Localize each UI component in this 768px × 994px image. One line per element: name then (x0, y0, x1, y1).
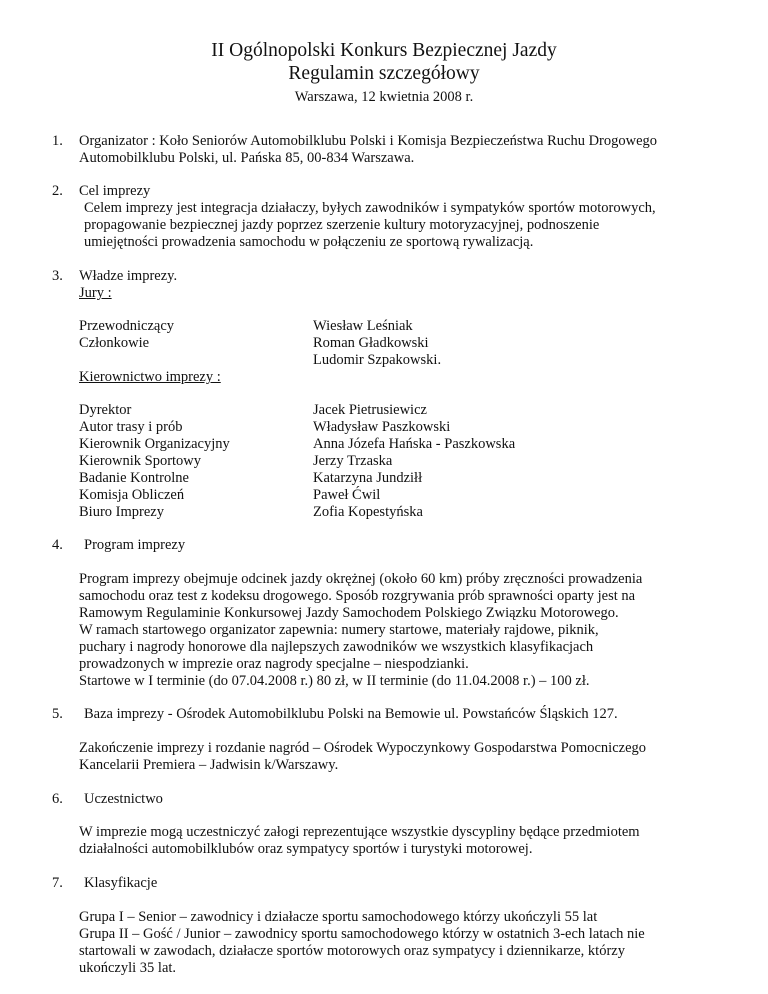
section-heading: Program imprezy (84, 537, 186, 553)
management-name: Paweł Ćwil (313, 487, 381, 503)
section-heading: Uczestnictwo (84, 791, 163, 807)
paragraph-line: działalności automobilklubów oraz sympatycy sportów i turystyki motorowej. (79, 841, 533, 857)
management-name: Zofia Kopestyńska (313, 504, 423, 520)
section-number: 4. (52, 537, 63, 553)
paragraph-line: samochodu oraz test z kodeksu drogowego. Sposób rozgrywania prób sprawności oparty jest na (79, 588, 636, 604)
management-role: Badanie Kontrolne (79, 470, 189, 486)
paragraph-line: umiejętności prowadzenia samochodu w połączeniu ze sportową rywalizacją. (84, 234, 534, 250)
section-number: 7. (52, 875, 63, 891)
section-heading: Klasyfikacje (84, 875, 158, 891)
jury-role: Członkowie (79, 335, 150, 351)
management-role: Dyrektor (79, 402, 132, 418)
management-name: Anna Józefa Hańska - Paszkowska (313, 436, 516, 452)
section-number: 5. (52, 706, 63, 722)
paragraph-line: Kancelarii Premiera – Jadwisin k/Warszawy. (79, 757, 339, 773)
paragraph-line: startowali w zawodach, działacze sportów motorowych oraz sympatycy i dziennikarze, którzy (79, 943, 625, 959)
management-label: Kierownictwo imprezy : (79, 369, 221, 385)
paragraph-line: W imprezie mogą uczestniczyć załogi reprezentujące wszystkie dyscypliny będące przedmiotem (79, 824, 640, 840)
paragraph-line: Grupa II – Gość / Junior – zawodnicy sportu samochodowego którzy w ostatnich 3-ech latach nie (79, 926, 645, 942)
paragraph-line: puchary i nagrody honorowe dla najlepszych zawodników we wszystkich klasyfikacjach (79, 639, 594, 655)
jury-name: Ludomir Szpakowski. (313, 352, 442, 368)
management-role: Kierownik Sportowy (79, 453, 202, 469)
page-title: II Ogólnopolski Konkurs Bezpiecznej Jazdy (211, 40, 557, 61)
jury-name: Roman Gładkowski (313, 335, 429, 351)
section-number: 1. (52, 133, 63, 149)
paragraph-line: Grupa I – Senior – zawodnicy i działacze sportu samochodowego którzy ukończyli 55 lat (79, 909, 598, 925)
jury-role: Przewodniczący (79, 318, 175, 334)
document-date: Warszawa, 12 kwietnia 2008 r. (294, 89, 474, 105)
organizer-line: Organizator : Koło Seniorów Automobilklubu Polski i Komisja Bezpieczeństwa Ruchu Drogowego (79, 133, 658, 149)
paragraph-line: W ramach startowego organizator zapewnia: numery startowe, materiały rajdowe, piknik, (79, 622, 599, 638)
organizer-line: Automobilklubu Polski, ul. Pańska 85, 00-834 Warszawa. (79, 150, 415, 166)
section-heading: Cel imprezy (79, 183, 151, 199)
jury-name: Wiesław Leśniak (313, 318, 413, 334)
management-role: Kierownik Organizacyjny (79, 436, 230, 452)
management-name: Jerzy Trzaska (313, 453, 393, 469)
management-role: Biuro Imprezy (79, 504, 164, 520)
management-name: Katarzyna Jundziłł (313, 470, 423, 486)
management-name: Władysław Paszkowski (313, 419, 451, 435)
section-number: 3. (52, 268, 63, 284)
management-role: Komisja Obliczeń (79, 487, 185, 503)
paragraph-line: propagowanie bezpiecznej jazdy poprzez szerzenie kultury motoryzacyjnej, podnoszenie (84, 217, 600, 233)
paragraph-line: ukończyli 35 lat. (79, 960, 177, 976)
jury-label: Jury : (79, 285, 112, 301)
management-name: Jacek Pietrusiewicz (313, 402, 427, 418)
paragraph-line: prowadzonych w imprezie oraz nagrody specjalne – niespodzianki. (79, 656, 469, 672)
paragraph-line: Startowe w I terminie (do 07.04.2008 r.) 80 zł, w II terminie (do 11.04.2008 r.) – 100 zł. (79, 673, 590, 689)
page-subtitle: Regulamin szczegółowy (288, 63, 480, 84)
paragraph-line: Ramowym Regulaminie Konkursowej Jazdy Samochodem Polskiego Związku Motorowego. (79, 605, 619, 621)
management-role: Autor trasy i prób (79, 419, 183, 435)
section-number: 6. (52, 791, 63, 807)
paragraph-line: Program imprezy obejmuje odcinek jazdy okrężnej (około 60 km) próby zręczności prowadzenia (79, 571, 643, 587)
section-heading: Baza imprezy - Ośrodek Automobilklubu Polski na Bemowie ul. Powstańców Śląskich 127. (84, 706, 618, 722)
section-number: 2. (52, 183, 63, 199)
section-heading: Władze imprezy. (79, 268, 178, 284)
paragraph-line: Celem imprezy jest integracja działaczy, byłych zawodników i sympatyków sportów motorowych, (84, 200, 656, 216)
paragraph-line: Zakończenie imprezy i rozdanie nagród – Ośrodek Wypoczynkowy Gospodarstwa Pomocniczego (79, 740, 647, 756)
